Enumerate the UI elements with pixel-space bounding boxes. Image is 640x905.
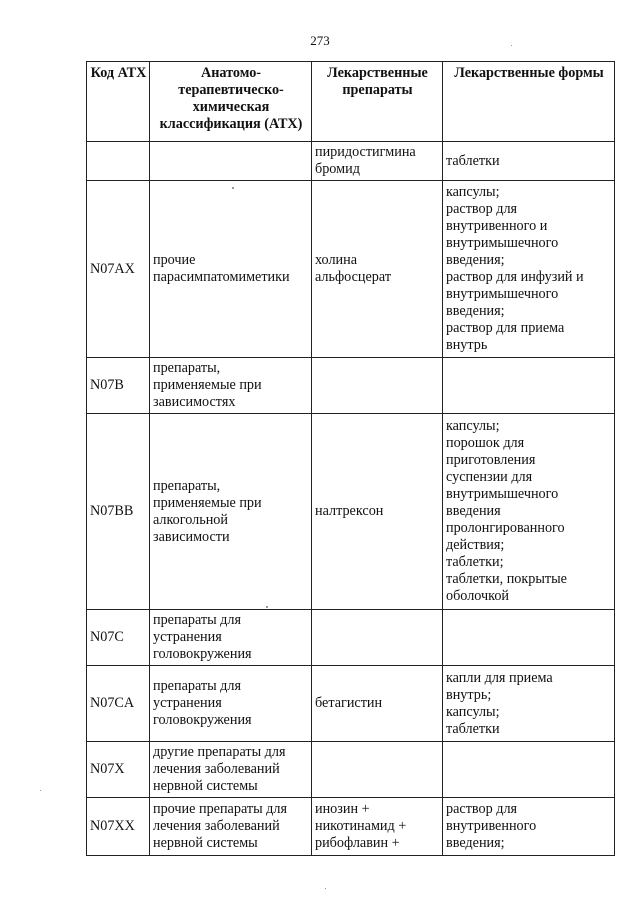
cell-classification: препараты для устранения головокружения (150, 610, 312, 666)
cell-drug (312, 742, 443, 798)
cell-forms: раствор для внутривенного введения; (443, 798, 615, 856)
cell-classification: препараты для устранения головокружения (150, 666, 312, 742)
cell-code: N07CA (87, 666, 150, 742)
cell-drug (312, 358, 443, 414)
header-drugs: Лекарственные препараты (312, 62, 443, 142)
cell-forms: капли для приема внутрь; капсулы; таблетки (443, 666, 615, 742)
cell-classification: другие препараты для лечения заболеваний нервной системы (150, 742, 312, 798)
cell-code: N07B (87, 358, 150, 414)
cell-forms (443, 742, 615, 798)
header-forms: Лекарственные формы (443, 62, 615, 142)
cell-code: N07C (87, 610, 150, 666)
table-row (87, 610, 615, 666)
table-header-row (87, 62, 615, 142)
cell-drug: инозин + никотинамид + рибофлавин + (312, 798, 443, 856)
atx-table (86, 61, 615, 856)
page-number: 273 (310, 33, 330, 48)
scan-speck (232, 187, 234, 189)
cell-classification: препараты, применяемые при алкогольной зависимости (150, 414, 312, 610)
cell-forms: капсулы; порошок для приготовления суспензии для внутримышечного введения пролонгированного действия; таблетки; таблетки, покрытые оболочкой (443, 414, 615, 610)
cell-drug (312, 610, 443, 666)
cell-drug: бетагистин (312, 666, 443, 742)
scan-speck (325, 888, 326, 889)
cell-code: N07XX (87, 798, 150, 856)
cell-forms: капсулы; раствор для внутривенного и внутримышечного введения; раствор для инфузий и внутримышечного введения; раствор для приема внутрь (443, 181, 615, 358)
cell-code (87, 142, 150, 181)
cell-drug: пиридостигмина бромид (312, 142, 443, 181)
scan-speck (40, 790, 41, 791)
table-row (87, 414, 615, 610)
cell-forms (443, 610, 615, 666)
table-row (87, 742, 615, 798)
cell-classification: прочие препараты для лечения заболеваний нервной системы (150, 798, 312, 856)
header-code: Код АТХ (87, 62, 150, 142)
cell-code: N07AX (87, 181, 150, 358)
table-row (87, 666, 615, 742)
cell-code: N07BB (87, 414, 150, 610)
cell-drug: налтрексон (312, 414, 443, 610)
table-row (87, 798, 615, 856)
scan-speck (266, 606, 268, 608)
cell-code: N07X (87, 742, 150, 798)
cell-forms: таблетки (443, 142, 615, 181)
table-row (87, 181, 615, 358)
table-row (87, 142, 615, 181)
scan-speck (511, 45, 512, 46)
cell-classification: прочие парасимпатомиметики (150, 181, 312, 358)
cell-forms (443, 358, 615, 414)
cell-classification (150, 142, 312, 181)
cell-drug: холина альфосцерат (312, 181, 443, 358)
table-row (87, 358, 615, 414)
header-classification: Анатомо- терапевтическо- химическая классификация (АТХ) (150, 62, 312, 142)
cell-classification: препараты, применяемые при зависимостях (150, 358, 312, 414)
